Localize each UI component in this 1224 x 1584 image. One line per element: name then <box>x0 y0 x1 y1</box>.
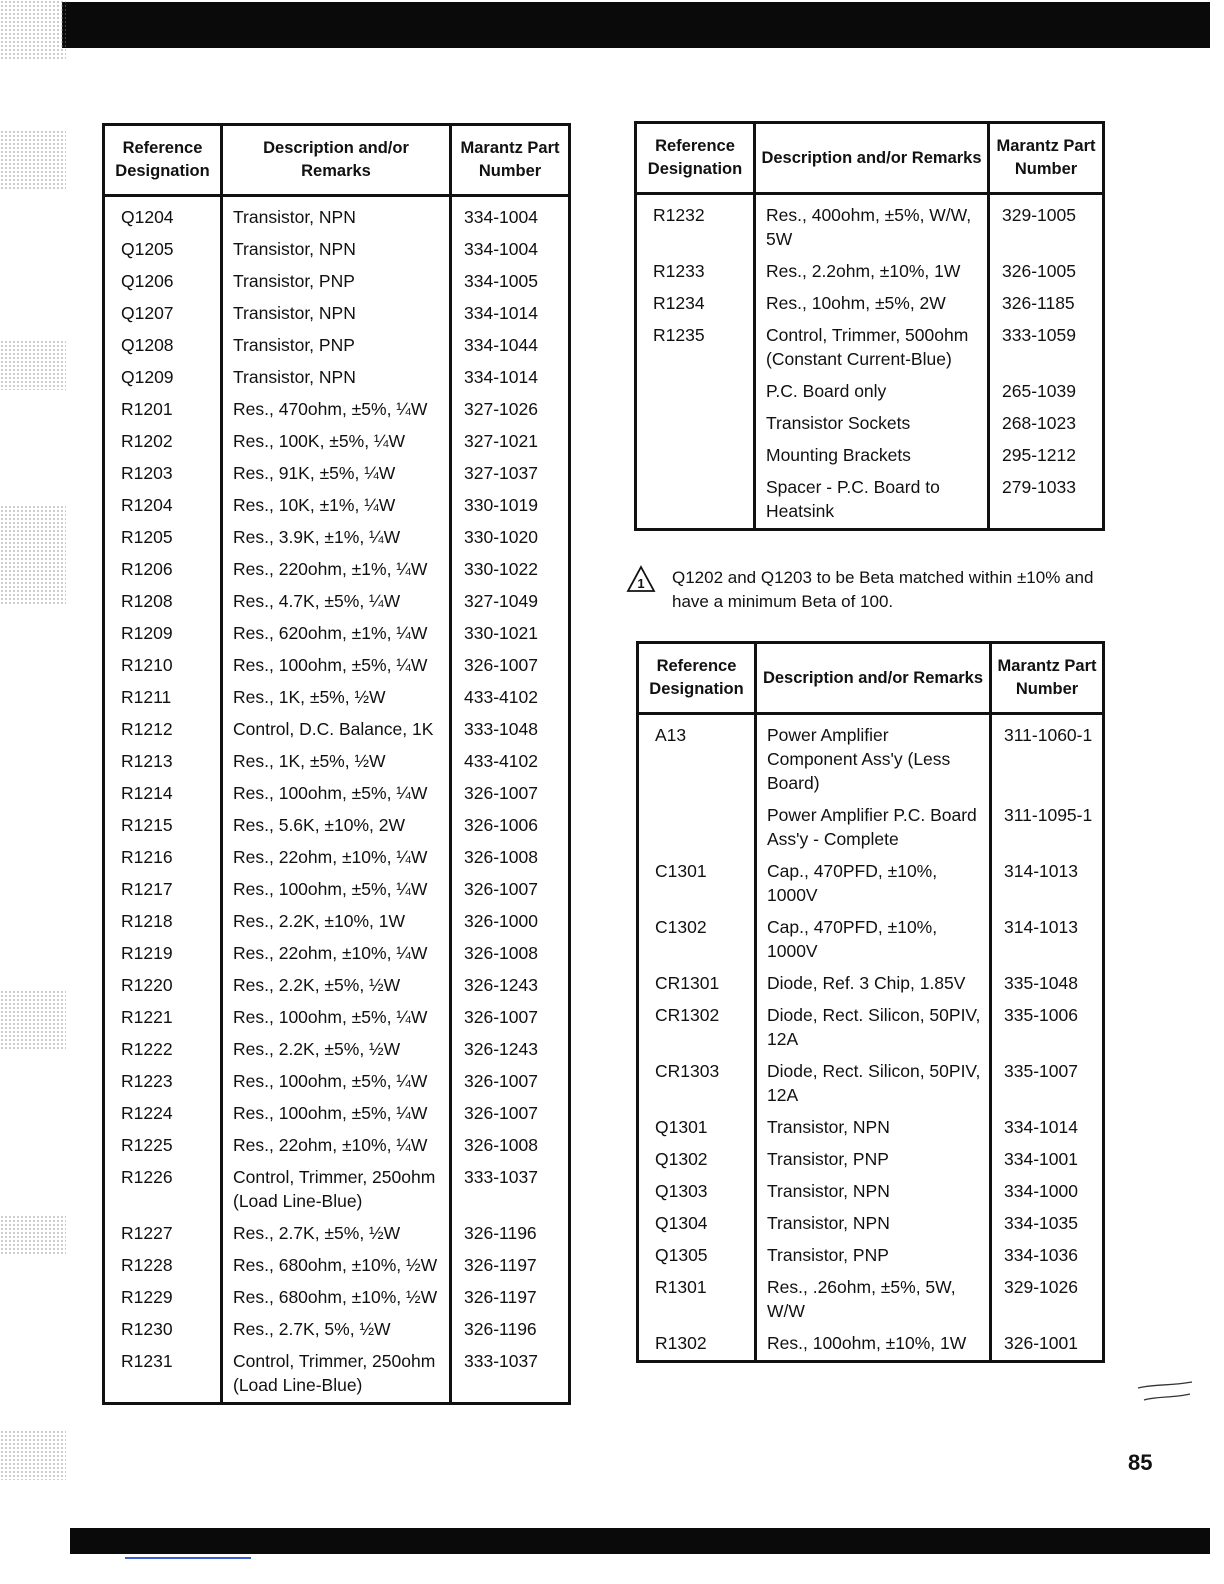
description-cell: Transistor, NPN <box>222 196 451 235</box>
reference-cell: Q1209 <box>121 367 174 387</box>
table-row <box>104 330 570 362</box>
part-number-cell: 326-1007 <box>451 1098 570 1130</box>
reference-cell: R1235 <box>653 325 705 345</box>
description-cell: Power Amplifier Component Ass'y (Less Board) <box>756 714 991 801</box>
table-row <box>104 298 570 330</box>
description-cell: Transistor, PNP <box>756 1144 991 1176</box>
description-cell: Res., 1K, ±5%, ½W <box>222 682 451 714</box>
part-number-cell: 334-1014 <box>451 362 570 394</box>
part-number-cell: 334-1036 <box>991 1240 1104 1272</box>
table-row <box>104 586 570 618</box>
table-row <box>104 1250 570 1282</box>
part-number-cell: 326-1197 <box>451 1282 570 1314</box>
table-row <box>636 408 1104 440</box>
part-number-cell: 334-1035 <box>991 1208 1104 1240</box>
part-number-cell: 333-1059 <box>989 320 1104 376</box>
description-cell: Res., 680ohm, ±10%, ½W <box>222 1282 451 1314</box>
part-number-cell: 330-1022 <box>451 554 570 586</box>
part-number-cell: 329-1005 <box>989 194 1104 257</box>
part-number-cell: 335-1006 <box>991 1000 1104 1056</box>
table-row <box>104 196 570 235</box>
reference-cell: CR1301 <box>655 973 720 993</box>
table-row <box>638 1000 1104 1056</box>
parts-table-right-bottom <box>636 641 1105 1363</box>
table-header-row <box>104 125 570 196</box>
description-cell: Transistor, PNP <box>222 266 451 298</box>
description-cell: Res., .26ohm, ±5%, 5W, W/W <box>756 1272 991 1328</box>
table-row <box>638 968 1104 1000</box>
column-header-description: Description and/or Remarks <box>222 125 451 196</box>
reference-cell: R1223 <box>121 1071 173 1091</box>
table-row <box>638 1240 1104 1272</box>
column-header-description: Description and/or Remarks <box>756 643 991 714</box>
part-number-cell: 334-1044 <box>451 330 570 362</box>
part-number-cell: 329-1026 <box>991 1272 1104 1328</box>
part-number-cell: 334-1014 <box>991 1112 1104 1144</box>
reference-cell: R1206 <box>121 559 173 579</box>
part-number-cell: 335-1007 <box>991 1056 1104 1112</box>
part-number-cell: 326-1007 <box>451 1002 570 1034</box>
description-cell: Res., 91K, ±5%, ¼W <box>222 458 451 490</box>
description-cell: Cap., 470PFD, ±10%, 1000V <box>756 912 991 968</box>
note-text: Q1202 and Q1203 to be Beta matched within ±10% and have a minimum Beta of 100. <box>672 568 1094 611</box>
part-number-cell: 433-4102 <box>451 682 570 714</box>
reference-cell: R1219 <box>121 943 173 963</box>
description-cell: Res., 2.7K, 5%, ½W <box>222 1314 451 1346</box>
table-row <box>104 426 570 458</box>
table-row <box>104 874 570 906</box>
reference-cell: R1231 <box>121 1351 173 1371</box>
reference-cell: R1217 <box>121 879 173 899</box>
description-cell: P.C. Board only <box>755 376 989 408</box>
reference-cell: Q1208 <box>121 335 174 355</box>
part-number-cell: 268-1023 <box>989 408 1104 440</box>
part-number-cell: 327-1049 <box>451 586 570 618</box>
table-row <box>638 800 1104 856</box>
table-row <box>104 1130 570 1162</box>
reference-cell: R1214 <box>121 783 173 803</box>
table-row <box>104 650 570 682</box>
description-cell: Res., 100ohm, ±5%, ¼W <box>222 1002 451 1034</box>
part-number-cell: 326-1007 <box>451 778 570 810</box>
column-header-description: Description and/or Remarks <box>755 123 989 194</box>
description-cell: Res., 5.6K, ±10%, 2W <box>222 810 451 842</box>
description-cell: Res., 4.7K, ±5%, ¼W <box>222 586 451 618</box>
scan-noise <box>0 0 66 60</box>
description-cell: Transistor, PNP <box>222 330 451 362</box>
part-number-cell: 433-4102 <box>451 746 570 778</box>
table-row <box>104 554 570 586</box>
reference-cell: Q1207 <box>121 303 174 323</box>
part-number-cell: 326-1007 <box>451 1066 570 1098</box>
table-row <box>638 714 1104 801</box>
part-number-cell: 327-1026 <box>451 394 570 426</box>
part-number-cell: 326-1196 <box>451 1218 570 1250</box>
table-row <box>104 906 570 938</box>
table-row <box>104 1314 570 1346</box>
reference-cell: R1224 <box>121 1103 173 1123</box>
description-cell: Res., 10ohm, ±5%, 2W <box>755 288 989 320</box>
part-number-cell: 326-1007 <box>451 874 570 906</box>
svg-text:1: 1 <box>637 576 645 591</box>
reference-cell: R1205 <box>121 527 173 547</box>
table-row <box>636 440 1104 472</box>
part-number-cell: 279-1033 <box>989 472 1104 530</box>
reference-cell: R1210 <box>121 655 173 675</box>
reference-cell: R1213 <box>121 751 173 771</box>
part-number-cell: 326-1008 <box>451 1130 570 1162</box>
table-row <box>104 1066 570 1098</box>
table-row <box>638 1056 1104 1112</box>
description-cell: Res., 100ohm, ±5%, ¼W <box>222 1066 451 1098</box>
table-row <box>104 810 570 842</box>
part-number-cell: 326-1000 <box>451 906 570 938</box>
column-header-reference: Reference Designation <box>638 643 756 714</box>
table-row <box>104 522 570 554</box>
description-cell: Transistor, NPN <box>756 1176 991 1208</box>
part-number-cell: 333-1048 <box>451 714 570 746</box>
part-number-cell: 330-1019 <box>451 490 570 522</box>
warning-triangle-1-icon <box>626 565 656 593</box>
reference-cell: Q1304 <box>655 1213 708 1233</box>
description-cell: Transistor, NPN <box>222 298 451 330</box>
reference-cell: R1225 <box>121 1135 173 1155</box>
part-number-cell: 295-1212 <box>989 440 1104 472</box>
part-number-cell: 334-1004 <box>451 196 570 235</box>
table-row <box>104 746 570 778</box>
reference-cell: Q1206 <box>121 271 174 291</box>
part-number-cell: 334-1000 <box>991 1176 1104 1208</box>
description-cell: Res., 22ohm, ±10%, ¼W <box>222 842 451 874</box>
table-row <box>636 472 1104 530</box>
description-cell: Control, Trimmer, 250ohm (Load Line-Blue) <box>222 1162 451 1218</box>
table-row <box>104 970 570 1002</box>
part-number-cell: 326-1001 <box>991 1328 1104 1362</box>
description-cell: Control, Trimmer, 500ohm (Constant Current-Blue) <box>755 320 989 376</box>
description-cell: Cap., 470PFD, ±10%, 1000V <box>756 856 991 912</box>
part-number-cell: 326-1243 <box>451 1034 570 1066</box>
part-number-cell: 327-1021 <box>451 426 570 458</box>
table-row <box>104 266 570 298</box>
description-cell: Transistor, NPN <box>756 1208 991 1240</box>
scan-noise <box>0 130 66 190</box>
part-number-cell: 326-1005 <box>989 256 1104 288</box>
table-row <box>104 682 570 714</box>
description-cell: Res., 2.2K, ±10%, 1W <box>222 906 451 938</box>
table-row <box>104 362 570 394</box>
description-cell: Diode, Rect. Silicon, 50PIV, 12A <box>756 1056 991 1112</box>
reference-cell: R1211 <box>121 687 172 707</box>
description-cell: Transistor Sockets <box>755 408 989 440</box>
part-number-cell: 314-1013 <box>991 912 1104 968</box>
reference-cell <box>638 800 756 856</box>
description-cell: Res., 100ohm, ±10%, 1W <box>756 1328 991 1362</box>
reference-cell <box>636 408 755 440</box>
reference-cell: R1301 <box>655 1277 707 1297</box>
description-cell: Transistor, NPN <box>756 1112 991 1144</box>
column-header-part-number: Marantz Part Number <box>451 125 570 196</box>
description-cell: Res., 470ohm, ±5%, ¼W <box>222 394 451 426</box>
table-row <box>636 320 1104 376</box>
reference-cell: Q1303 <box>655 1181 708 1201</box>
parts-table-left <box>102 123 571 1405</box>
description-cell: Power Amplifier P.C. Board Ass'y - Complete <box>756 800 991 856</box>
scan-noise <box>0 990 66 1050</box>
part-number-cell: 326-1196 <box>451 1314 570 1346</box>
reference-cell: R1202 <box>121 431 173 451</box>
description-cell: Res., 2.2K, ±5%, ½W <box>222 1034 451 1066</box>
part-number-cell: 334-1004 <box>451 234 570 266</box>
part-number-cell: 327-1037 <box>451 458 570 490</box>
reference-cell: R1229 <box>121 1287 173 1307</box>
reference-cell: R1227 <box>121 1223 173 1243</box>
bottom-black-bar <box>70 1528 1210 1554</box>
table-row <box>636 376 1104 408</box>
reference-cell: R1215 <box>121 815 173 835</box>
part-number-cell: 334-1014 <box>451 298 570 330</box>
reference-cell: R1230 <box>121 1319 173 1339</box>
description-cell: Mounting Brackets <box>755 440 989 472</box>
reference-cell: R1216 <box>121 847 173 867</box>
description-cell: Res., 100ohm, ±5%, ¼W <box>222 778 451 810</box>
part-number-cell: 326-1197 <box>451 1250 570 1282</box>
part-number-cell: 326-1185 <box>989 288 1104 320</box>
reference-cell: Q1301 <box>655 1117 708 1137</box>
part-number-cell: 311-1095-1 <box>991 800 1104 856</box>
table-row <box>104 618 570 650</box>
reference-cell <box>636 472 755 530</box>
reference-cell: C1301 <box>655 861 707 881</box>
description-cell: Transistor, PNP <box>756 1240 991 1272</box>
table-row <box>104 490 570 522</box>
column-header-reference: Reference Designation <box>636 123 755 194</box>
table-row <box>636 194 1104 257</box>
table-row <box>638 912 1104 968</box>
part-number-cell: 265-1039 <box>989 376 1104 408</box>
column-header-part-number: Marantz Part Number <box>989 123 1104 194</box>
part-number-cell: 330-1021 <box>451 618 570 650</box>
table-row <box>104 1218 570 1250</box>
description-cell: Spacer - P.C. Board to Heatsink <box>755 472 989 530</box>
description-cell: Res., 10K, ±1%, ¼W <box>222 490 451 522</box>
reference-cell: R1232 <box>653 205 705 225</box>
part-number-cell: 326-1006 <box>451 810 570 842</box>
column-header-part-number: Marantz Part Number <box>991 643 1104 714</box>
part-number-cell: 333-1037 <box>451 1346 570 1404</box>
reference-cell: R1204 <box>121 495 173 515</box>
table-row <box>104 1034 570 1066</box>
reference-cell: Q1205 <box>121 239 174 259</box>
description-cell: Control, Trimmer, 250ohm (Load Line-Blue) <box>222 1346 451 1404</box>
table-row <box>638 1272 1104 1328</box>
table-row <box>638 1176 1104 1208</box>
part-number-cell: 335-1048 <box>991 968 1104 1000</box>
table-row <box>104 458 570 490</box>
reference-cell: R1222 <box>121 1039 173 1059</box>
reference-cell: Q1204 <box>121 207 174 227</box>
description-cell: Diode, Ref. 3 Chip, 1.85V <box>756 968 991 1000</box>
table-row <box>636 256 1104 288</box>
description-cell: Transistor, NPN <box>222 234 451 266</box>
description-cell: Transistor, NPN <box>222 362 451 394</box>
table-row <box>638 1112 1104 1144</box>
description-cell: Res., 2.2K, ±5%, ½W <box>222 970 451 1002</box>
reference-cell: R1228 <box>121 1255 173 1275</box>
description-cell: Res., 100ohm, ±5%, ¼W <box>222 1098 451 1130</box>
table-row <box>104 394 570 426</box>
part-number-cell: 333-1037 <box>451 1162 570 1218</box>
reference-cell: R1218 <box>121 911 173 931</box>
part-number-cell: 326-1008 <box>451 938 570 970</box>
part-number-cell: 334-1005 <box>451 266 570 298</box>
reference-cell: CR1303 <box>655 1061 720 1081</box>
part-number-cell: 326-1007 <box>451 650 570 682</box>
reference-cell: R1209 <box>121 623 173 643</box>
reference-cell: A13 <box>655 725 687 745</box>
reference-cell: CR1302 <box>655 1005 720 1025</box>
reference-cell: R1302 <box>655 1333 707 1353</box>
reference-cell: R1233 <box>653 261 705 281</box>
table-row <box>638 1144 1104 1176</box>
reference-cell <box>636 376 755 408</box>
part-number-cell: 326-1008 <box>451 842 570 874</box>
reference-cell: R1226 <box>121 1167 173 1187</box>
page-number: 85 <box>1128 1450 1153 1475</box>
description-cell: Res., 22ohm, ±10%, ¼W <box>222 938 451 970</box>
description-cell: Res., 220ohm, ±1%, ¼W <box>222 554 451 586</box>
table-row <box>636 288 1104 320</box>
table-row <box>638 1208 1104 1240</box>
scan-noise <box>0 505 66 605</box>
description-cell: Res., 22ohm, ±10%, ¼W <box>222 1130 451 1162</box>
table-row <box>104 1002 570 1034</box>
part-number-cell: 314-1013 <box>991 856 1104 912</box>
description-cell: Res., 1K, ±5%, ½W <box>222 746 451 778</box>
table-row <box>104 1098 570 1130</box>
reference-cell: R1234 <box>653 293 705 313</box>
description-cell: Res., 2.7K, ±5%, ½W <box>222 1218 451 1250</box>
scan-noise <box>0 1430 66 1480</box>
table-row <box>104 1162 570 1218</box>
table-row <box>104 1346 570 1404</box>
description-cell: Res., 680ohm, ±10%, ½W <box>222 1250 451 1282</box>
table-row <box>104 938 570 970</box>
description-cell: Res., 620ohm, ±1%, ¼W <box>222 618 451 650</box>
column-header-reference: Reference Designation <box>104 125 222 196</box>
part-number-cell: 326-1243 <box>451 970 570 1002</box>
description-cell: Res., 100ohm, ±5%, ¼W <box>222 874 451 906</box>
reference-cell: R1208 <box>121 591 173 611</box>
reference-cell: Q1305 <box>655 1245 708 1265</box>
table-header-row <box>636 123 1104 194</box>
description-cell: Res., 2.2ohm, ±10%, 1W <box>755 256 989 288</box>
table-header-row <box>638 643 1104 714</box>
description-cell: Res., 100K, ±5%, ¼W <box>222 426 451 458</box>
description-cell: Res., 400ohm, ±5%, W/W, 5W <box>755 194 989 257</box>
table-row <box>104 842 570 874</box>
scan-noise <box>0 1215 66 1255</box>
footer-underline <box>125 1557 251 1559</box>
reference-cell <box>636 440 755 472</box>
reference-cell: R1201 <box>121 399 173 419</box>
table-row <box>638 1328 1104 1362</box>
top-black-bar <box>62 2 1210 48</box>
pen-mark-scribble <box>1136 1376 1196 1406</box>
scan-noise <box>0 340 66 390</box>
reference-cell: C1302 <box>655 917 707 937</box>
table-row <box>104 778 570 810</box>
description-cell: Res., 3.9K, ±1%, ¼W <box>222 522 451 554</box>
reference-cell: R1212 <box>121 719 173 739</box>
table-row <box>104 714 570 746</box>
table-row <box>638 856 1104 912</box>
part-number-cell: 334-1001 <box>991 1144 1104 1176</box>
reference-cell: R1203 <box>121 463 173 483</box>
part-number-cell: 311-1060-1 <box>991 714 1104 801</box>
table-row <box>104 234 570 266</box>
table-row <box>104 1282 570 1314</box>
description-cell: Control, D.C. Balance, 1K <box>222 714 451 746</box>
reference-cell: R1221 <box>121 1007 173 1027</box>
description-cell: Res., 100ohm, ±5%, ¼W <box>222 650 451 682</box>
part-number-cell: 330-1020 <box>451 522 570 554</box>
reference-cell: Q1302 <box>655 1149 708 1169</box>
description-cell: Diode, Rect. Silicon, 50PIV, 12A <box>756 1000 991 1056</box>
parts-table-right-top <box>634 121 1105 531</box>
reference-cell: R1220 <box>121 975 173 995</box>
